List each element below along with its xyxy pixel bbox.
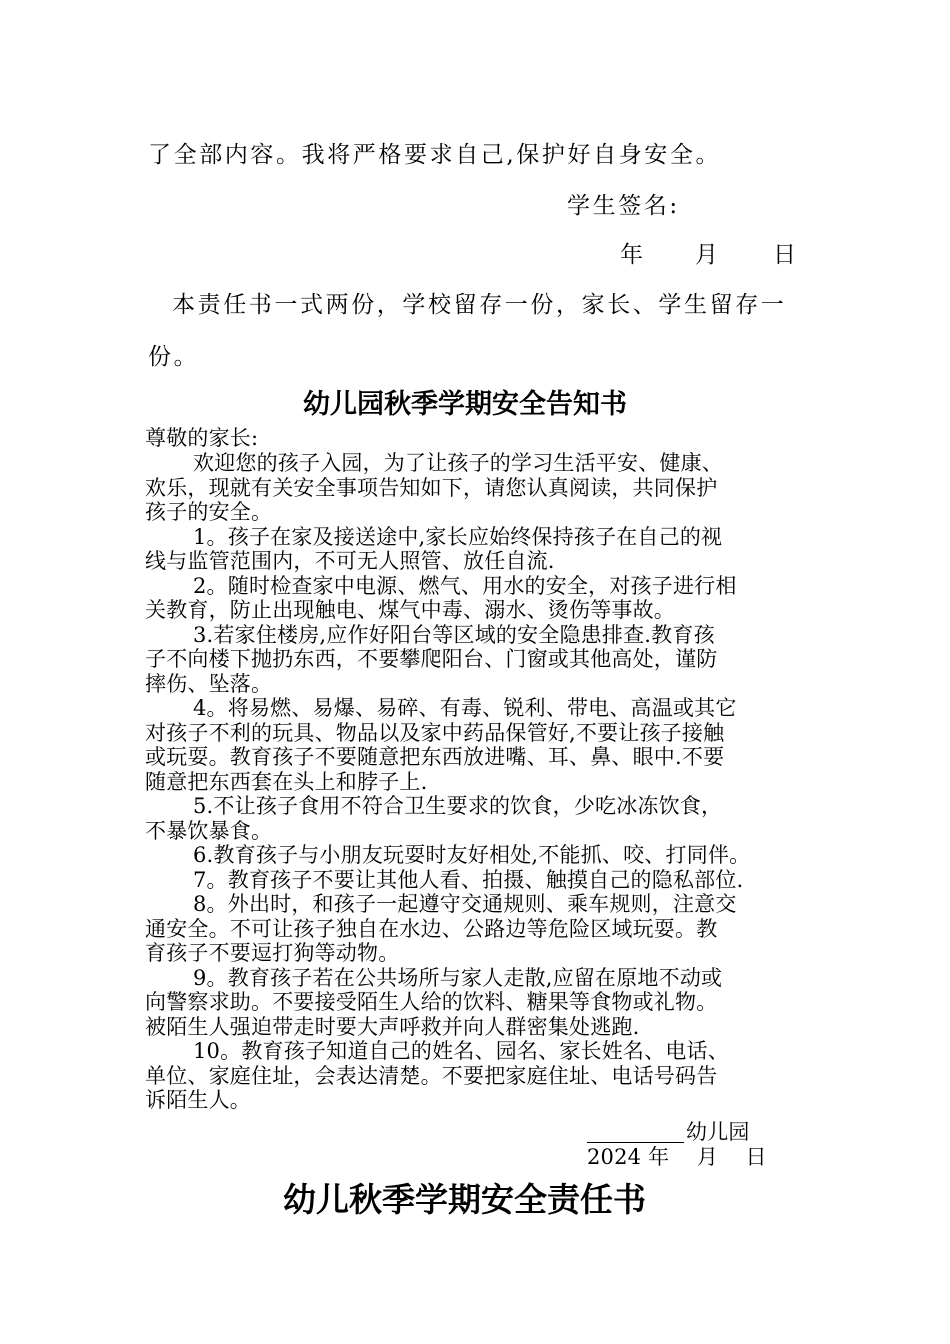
notice-line: 诉陌生人。 bbox=[145, 1088, 251, 1112]
notice-line: 不暴饮暴食。 bbox=[145, 818, 273, 843]
notice-line: 随意把东西套在头上和脖子上. bbox=[145, 769, 428, 794]
kindergarten-suffix: 幼儿园 bbox=[686, 1120, 750, 1144]
notice-line: 5.不让孩子食用不符合卫生要求的饮食，少吃冰冻饮食， bbox=[193, 794, 723, 818]
notice-line: 摔伤、坠落。 bbox=[145, 671, 273, 696]
copies-note-line2: 份。 bbox=[148, 344, 200, 370]
notice-line: 被陌生人强迫带走时要大声呼救并向人群密集处逃跑. bbox=[145, 1014, 640, 1039]
notice-line: 2。随时检查家中电源、燃气、用水的安全，对孩子进行相 bbox=[193, 573, 737, 598]
student-signature-label: 学生签名: bbox=[567, 193, 680, 219]
notice-line: 欢乐，现就有关安全事项告知如下，请您认真阅读，共同保护 bbox=[145, 475, 718, 500]
notice-line: 育孩子不要逗打狗等动物。 bbox=[145, 941, 400, 965]
notice-line: 4。将易燃、易爆、易碎、有毒、锐利、带电、高温或其它 bbox=[193, 696, 737, 720]
notice-line: 孩子的安全。 bbox=[145, 500, 273, 524]
prev-date-year: 年 bbox=[620, 242, 646, 268]
notice-line: 对孩子不利的玩具、物品以及家中药品保管好,不要让孩子接触 bbox=[145, 720, 725, 745]
copies-note-line1: 本责任书一式两份，学校留存一份，家长、学生留存一 bbox=[172, 292, 787, 318]
notice-line: 9。教育孩子若在公共场所与家人走散,应留在原地不动或 bbox=[193, 965, 723, 990]
notice-line: 线与监管范围内，不可无人照管、放任自流. bbox=[145, 549, 555, 573]
notice-line: 8。外出时，和孩子一起遵守交通规则、乘车规则，注意交 bbox=[193, 892, 737, 916]
prev-tail-line: 了全部内容。我将严格要求自己,保护好自身安全。 bbox=[148, 142, 722, 168]
notice-body bbox=[145, 451, 750, 1113]
next-section-title: 幼儿秋季学期安全责任书 bbox=[283, 1180, 646, 1219]
notice-date: 2024 年 月 日 bbox=[587, 1145, 767, 1169]
notice-line: 通安全。不可让孩子独自在水边、公路边等危险区域玩耍。教 bbox=[145, 916, 718, 941]
notice-title: 幼儿园秋季学期安全告知书 bbox=[303, 389, 627, 420]
notice-line: 关教育，防止出现触电、煤气中毒、溺水、烫伤等事故。 bbox=[145, 598, 675, 622]
prev-date-month: 月 bbox=[695, 242, 721, 268]
notice-line: 单位、家庭住址，会表达清楚。不要把家庭住址、电话号码告 bbox=[145, 1063, 718, 1088]
notice-line: 子不向楼下抛扔东西，不要攀爬阳台、门窗或其他高处，谨防 bbox=[145, 647, 718, 671]
notice-line: 7。教育孩子不要让其他人看、拍摄、触摸自己的隐私部位. bbox=[193, 867, 744, 892]
kindergarten-name-blank[interactable] bbox=[587, 1142, 684, 1143]
salutation: 尊敬的家长: bbox=[145, 426, 259, 450]
notice-line: 6.教育孩子与小朋友玩耍时友好相处,不能抓、咬、打同伴。 bbox=[193, 843, 751, 867]
notice-line: 向警察求助。不要接受陌生人给的饮料、糖果等食物或礼物。 bbox=[145, 990, 718, 1014]
notice-line: 10。教育孩子知道自己的姓名、园名、家长姓名、电话、 bbox=[193, 1039, 729, 1063]
notice-line: 3.若家住楼房,应作好阳台等区域的安全隐患排查.教育孩 bbox=[193, 622, 715, 647]
notice-line: 或玩耍。教育孩子不要随意把东西放进嘴、耳、鼻、眼中.不要 bbox=[145, 745, 725, 769]
notice-line: 1。孩子在家及接送途中,家长应始终保持孩子在自己的视 bbox=[193, 524, 723, 549]
notice-line: 欢迎您的孩子入园，为了让孩子的学习生活平安、健康、 bbox=[193, 451, 723, 475]
prev-date-day: 日 bbox=[773, 242, 799, 268]
